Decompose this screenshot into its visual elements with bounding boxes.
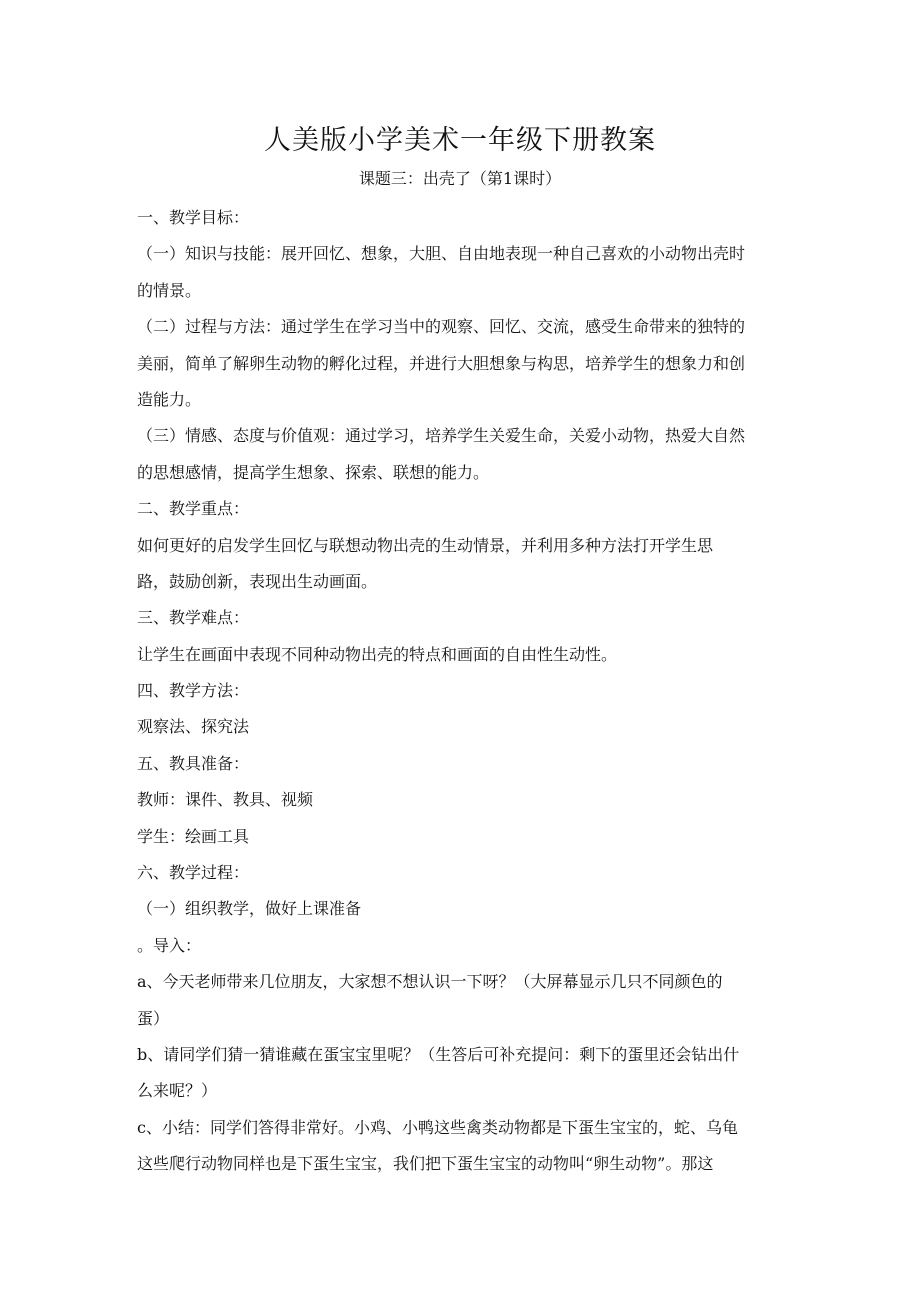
text-line: 这些爬行动物同样也是下蛋生宝宝，我们把下蛋生宝宝的动物叫“卵生动物”。那这 bbox=[137, 1154, 714, 1174]
text-line: 蛋） bbox=[137, 1008, 170, 1028]
text-line: 。导入： bbox=[137, 935, 202, 955]
document-title: 人美版小学美术一年级下册教案 bbox=[264, 125, 656, 156]
lesson-subtitle: 课题三：出壳了（第1课时） bbox=[358, 169, 562, 188]
text-line: 三、教学难点： bbox=[137, 608, 250, 628]
text-line: 让学生在画面中表现不同种动物出壳的特点和画面的自由性生动性。 bbox=[137, 644, 618, 664]
text-line: 的思想感情，提高学生想象、探索、联想的能力。 bbox=[137, 462, 490, 482]
text-line: 一、教学目标： bbox=[137, 208, 250, 227]
text-line: 学生：绘画工具 bbox=[137, 826, 250, 846]
text-line: 五、教具准备： bbox=[137, 753, 250, 773]
text-line: 么来呢？） bbox=[137, 1081, 218, 1101]
text-line: （三）情感、态度与价值观：通过学习，培养学生关爱生命，关爱小动物，热爱大自然 bbox=[137, 426, 746, 446]
text-line: 教师：课件、教具、视频 bbox=[137, 790, 314, 810]
text-line: 路，鼓励创新，表现出生动画面。 bbox=[137, 571, 378, 591]
text-line: 如何更好的启发学生回忆与联想动物出壳的生动情景，并利用多种方法打开学生思 bbox=[137, 535, 714, 555]
text-line: b、请同学们猜一猜谁藏在蛋宝宝里呢？（生答后可补充提问：剩下的蛋里还会钻出什 bbox=[137, 1044, 740, 1064]
text-line: （一）组织教学，做好上课准备 bbox=[137, 899, 362, 919]
text-line: 的情景。 bbox=[137, 280, 202, 300]
document-body bbox=[137, 200, 787, 1183]
text-line: 造能力。 bbox=[137, 389, 202, 409]
text-line: 四、教学方法： bbox=[137, 681, 250, 701]
text-line: 美丽，简单了解卵生动物的孵化过程，并进行大胆想象与构思，培养学生的想象力和创 bbox=[137, 353, 746, 373]
text-line: 观察法、探究法 bbox=[137, 717, 250, 737]
text-line: （一）知识与技能：展开回忆、想象，大胆、自由地表现一种自己喜欢的小动物出壳时 bbox=[137, 244, 746, 264]
text-line: c、小结：同学们答得非常好。小鸡、小鸭这些禽类动物都是下蛋生宝宝的，蛇、乌龟 bbox=[137, 1117, 738, 1137]
text-line: 六、教学过程： bbox=[137, 863, 250, 883]
text-line: （二）过程与方法：通过学生在学习当中的观察、回忆、交流，感受生命带来的独特的 bbox=[137, 317, 746, 337]
text-line: a、今天老师带来几位朋友，大家想不想认识一下呀？（大屏幕显示几只不同颜色的 bbox=[137, 972, 723, 992]
text-line: 二、教学重点： bbox=[137, 499, 250, 519]
